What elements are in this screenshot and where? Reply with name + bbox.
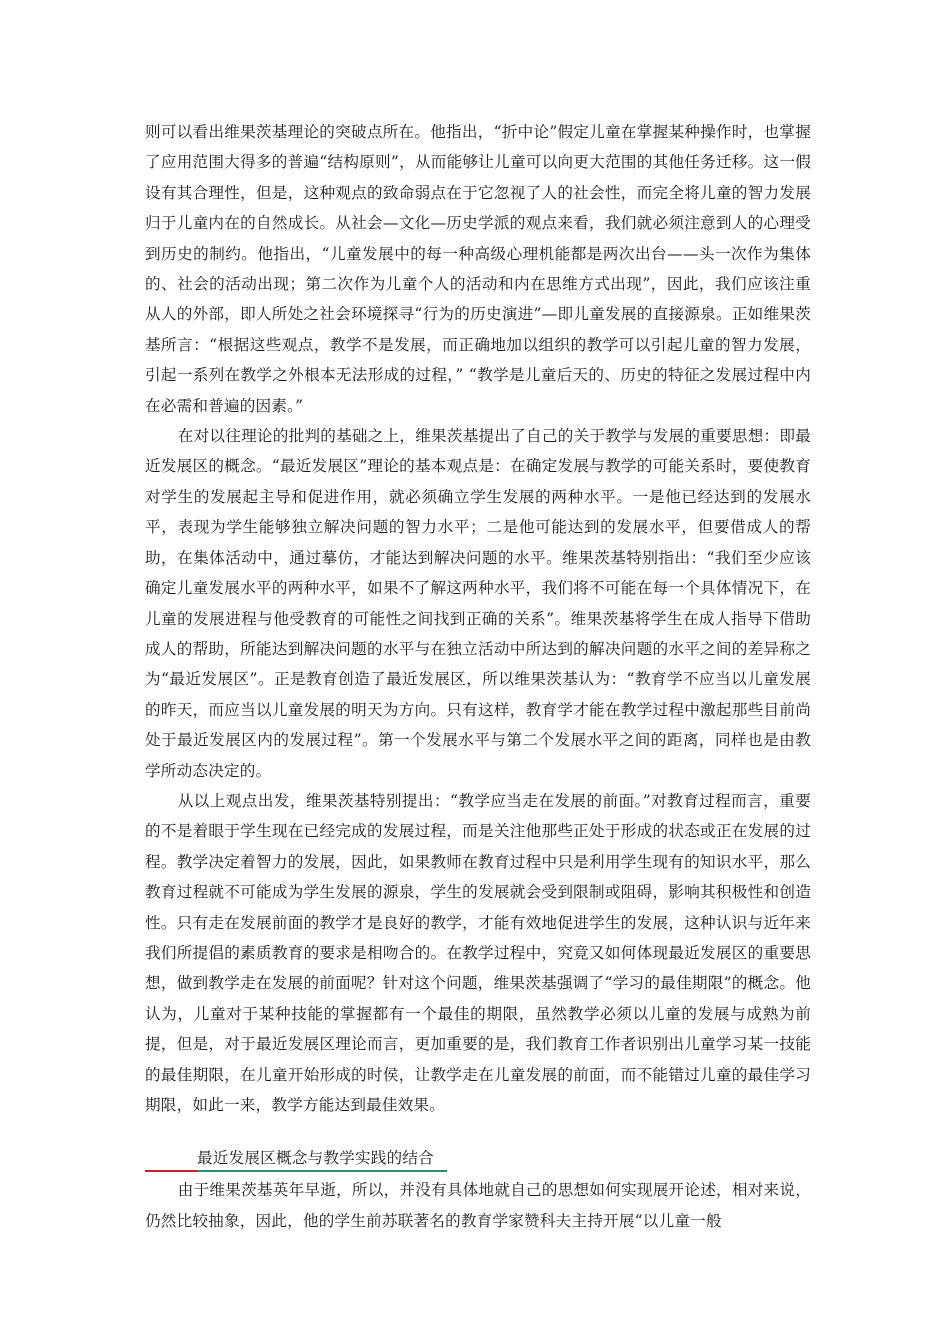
paragraph-4: 由于维果茨基英年早逝，所以，并没有具体地就自己的思想如何实现展开论述，相对来说，仍然比较抽象，因此，他的学生前苏联著名的教育学家赞科夫主持开展“以儿童一般 xyxy=(145,1181,811,1230)
paragraph-3: 从以上观点出发，维果茨基特别提出：“教学应当走在发展的前面。”对教育过程而言，重要的不是着眼于学生现在已经完成的发展过程，而是关注他那些正处于形成的状态或正在发展的过程。教学决定着智力的发展，因此，如果教师在教育过程中只是利用学生现有的知识水平，那么教育过程就不可能成为学生发展的源泉，学生的发展就会受到限制或阻碍，影响其积极性和创造性。只有走在发展前面的教学才是良好的教学，才能有效地促进学生的发展，这种认识与近年来我们所提倡的素质教育的要求是相吻合的。在教学过程中，究竟又如何体现最近发展区的重要思想，做到教学走在发展的前面呢？针对这个问题，维果茨基强调了“学习的最佳期限”的概念。他认为，儿童对于某种技能的掌握都有一个最佳的期限，虽然教学必须以儿童的发展与成熟为前提，但是，对于最近发展区理论而言，更加重要的是，我们教育工作者识别出儿童学习某一技能的最佳期限，在儿童开始形成的时侯，让教学走在儿童发展的前面，而不能错过儿童的最佳学习期限，如此一来，教学方能达到最佳效果。 xyxy=(145,791,811,1114)
section-heading-block xyxy=(145,1147,811,1175)
section-heading: 最近发展区概念与教学实践的结合 xyxy=(197,1149,434,1168)
body-text xyxy=(145,117,811,1236)
paragraph-1: 则可以看出维果茨基理论的突破点所在。他指出，“折中论”假定儿童在掌握某种操作时，也掌握了应用范围大得多的普遍“结构原则”，从而能够让儿童可以向更大范围的其他任务迁移。这一假设有其合理性，但是，这种观点的致命弱点在于它忽视了人的社会性，而完全将儿童的智力发展归于儿童内在的自然成长。从社会—文化—历史学派的观点来看，我们就必须注意到人的心理受到历史的制约。他指出，“儿童发展中的每一种高级心理机能都是两次出台——头一次作为集体的、社会的活动出现；第二次作为儿童个人的活动和内在思维方式出现”，因此，我们应该注重从人的外部，即人所处之社会环境探寻“行为的历史演进”—即儿童发展的直接源泉。正如维果茨基所言：“根据这些观点，教学不是发展，而正确地加以组织的教学可以引起儿童的智力发展，引起一系列在教学之外根本无法形成的过程，” “教学是儿童后天的、历史的特征之发展过程中内在必需和普遍的因素。” xyxy=(145,123,811,415)
heading-underline-red xyxy=(145,1170,197,1172)
paragraph-2: 在对以往理论的批判的基础之上，维果茨基提出了自己的关于教学与发展的重要思想：即最近发展区的概念。“最近发展区”理论的基本观点是：在确定发展与教学的可能关系时，要使教育对学生的发展起主导和促进作用，就必须确立学生发展的两种水平。一是他已经达到的发展水平，表现为学生能够独立解决问题的智力水平；二是他可能达到的发展水平，但要借成人的帮助，在集体活动中，通过摹仿，才能达到解决问题的水平。维果茨基特别指出：“我们至少应该确定儿童发展水平的两种水平，如果不了解这两种水平，我们将不可能在每一个具体情况下，在儿童的发展进程与他受教育的可能性之间找到正确的关系”。维果茨基将学生在成人指导下借助成人的帮助，所能达到解决问题的水平与在独立活动中所达到的解决问题的水平之间的差异称之为“最近发展区”。正是教育创造了最近发展区，所以维果茨基认为：“教育学不应当以儿童发展的昨天，而应当以儿童发展的明天为方向。只有这样，教育学才能在教学过程中激起那些目前尚处于最近发展区内的发展过程”。第一个发展水平与第二个发展水平之间的距离，同样也是由教学所动态决定的。 xyxy=(145,427,811,780)
